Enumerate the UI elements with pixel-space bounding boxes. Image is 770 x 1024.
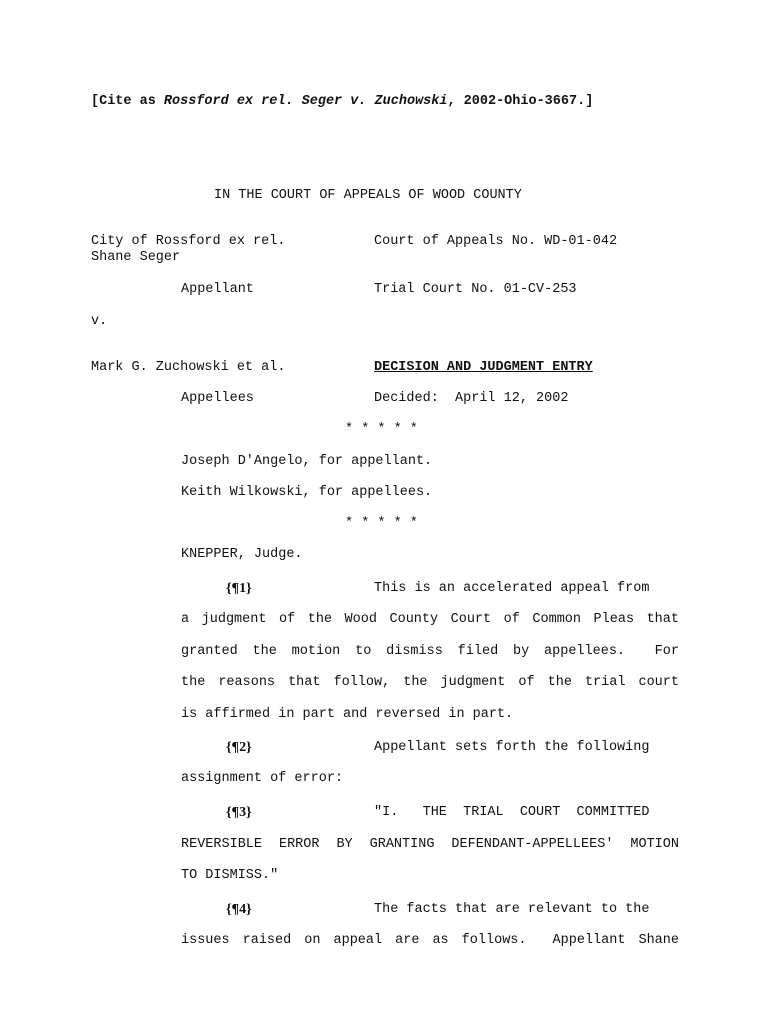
paragraph-line: REVERSIBLE ERROR BY GRANTING DEFENDANT-APPELLEES' MOTION — [181, 837, 679, 852]
paragraph-line: assignment of error: — [181, 771, 344, 786]
counsel-appellant: Joseph D'Angelo, for appellant. — [181, 454, 433, 469]
decided-date: Decided: April 12, 2002 — [374, 391, 569, 406]
judge-name: KNEPPER, Judge. — [181, 547, 303, 562]
paragraph-line: the reasons that follow, the judgment of the trial court — [181, 675, 679, 690]
trial-case-number: Trial Court No. 01-CV-253 — [374, 282, 577, 297]
citation-suffix: , 2002-Ohio-3667.] — [447, 94, 594, 109]
versus: v. — [91, 314, 108, 329]
paragraph-first-line: "I. THE TRIAL COURT COMMITTED — [374, 805, 650, 820]
paragraph-first-line: This is an accelerated appeal from — [374, 581, 650, 596]
defendant-role: Appellees — [181, 391, 254, 406]
entry-title: DECISION AND JUDGMENT ENTRY — [374, 360, 593, 375]
citation-prefix: [Cite as — [91, 94, 164, 109]
paragraph-number: {¶3} — [226, 805, 252, 820]
appeals-case-number: Court of Appeals No. WD-01-042 — [374, 234, 618, 249]
citation-line — [91, 94, 593, 110]
plaintiff-role: Appellant — [181, 282, 254, 297]
citation-case-name: Rossford ex rel. Seger v. Zuchowski — [163, 94, 448, 109]
counsel-appellees: Keith Wilkowski, for appellees. — [181, 485, 433, 500]
separator-stars: * * * * * — [345, 516, 418, 531]
plaintiff-name-line1: City of Rossford ex rel. — [91, 234, 286, 249]
paragraph-first-line: Appellant sets forth the following — [374, 740, 650, 755]
separator-stars: * * * * * — [345, 422, 418, 437]
paragraph-first-line: The facts that are relevant to the — [374, 902, 650, 917]
paragraph-line: issues raised on appeal are as follows. Appellant Shane — [181, 933, 679, 948]
defendant-name: Mark G. Zuchowski et al. — [91, 360, 286, 375]
paragraph-number: {¶2} — [226, 740, 252, 755]
paragraph-number: {¶1} — [226, 581, 252, 596]
court-title: IN THE COURT OF APPEALS OF WOOD COUNTY — [214, 188, 522, 203]
paragraph-line: TO DISMISS." — [181, 868, 279, 883]
plaintiff-name-line2: Shane Seger — [91, 250, 181, 265]
paragraph-line: granted the motion to dismiss filed by appellees. For — [181, 644, 679, 659]
paragraph-line: a judgment of the Wood County Court of Common Pleas that — [181, 612, 679, 627]
paragraph-line: is affirmed in part and reversed in part. — [181, 707, 514, 722]
paragraph-number: {¶4} — [226, 902, 252, 917]
